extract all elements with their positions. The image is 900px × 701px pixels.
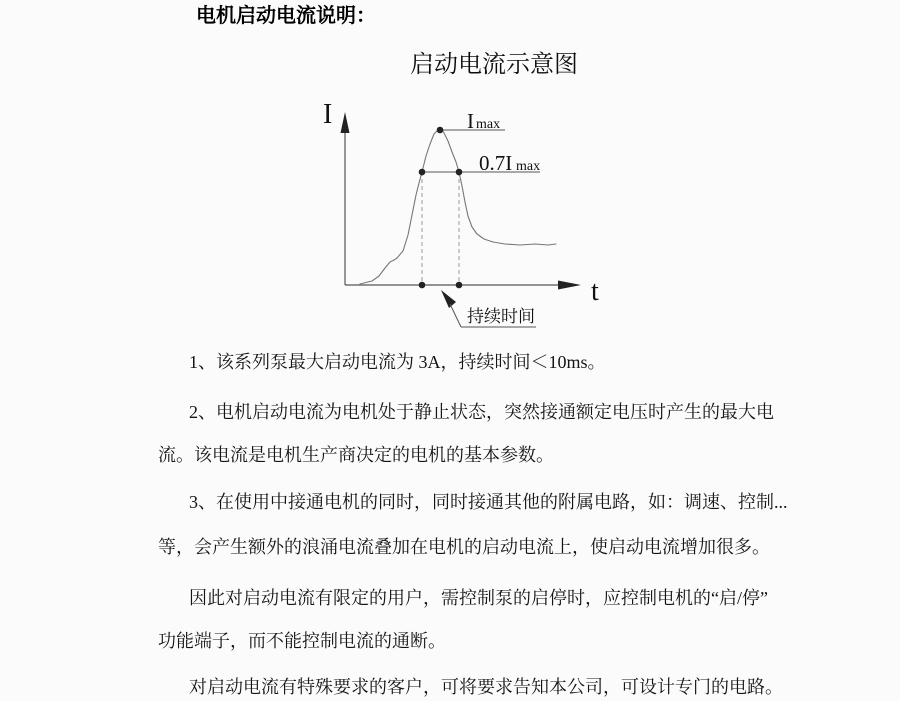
p07imax-label: 0.7I — [479, 151, 513, 175]
body-line: 2、电机启动电流为电机处于静止状态，突然接通额定电压时产生的最大电 — [189, 402, 774, 422]
peak-dot — [437, 127, 444, 134]
p07-right-dot — [456, 169, 463, 176]
x-axis-arrow-icon — [558, 281, 581, 290]
imax-label: I — [467, 109, 474, 133]
starting-current-diagram — [300, 90, 620, 340]
duration-leader-line — [450, 304, 461, 327]
current-curve — [360, 129, 556, 284]
p07imax-label-sub: max — [516, 159, 541, 174]
duration-arrow-icon — [441, 290, 456, 308]
body-line: 1、该系列泵最大启动电流为 3A，持续时间＜10ms。 — [189, 352, 606, 372]
y-axis-label: I — [323, 99, 333, 130]
body-line: 等，会产生额外的浪涌电流叠加在电机的启动电流上，使启动电流增加很多。 — [158, 537, 770, 557]
y-axis-arrow-icon — [341, 112, 350, 133]
body-line: 因此对启动电流有限定的用户，需控制泵的启停时，应控制电机的“启/停” — [189, 588, 768, 608]
x-axis-label: t — [591, 276, 599, 307]
imax-label-sub: max — [476, 117, 501, 132]
p07-left-dot — [419, 169, 426, 176]
axis-left-dot — [419, 282, 426, 289]
figure-title: 启动电流示意图 — [410, 52, 578, 78]
section-heading: 电机启动电流说明： — [196, 5, 376, 27]
axis-right-dot — [456, 282, 463, 289]
duration-label: 持续时间 — [467, 307, 535, 326]
body-line: 对启动电流有特殊要求的客户，可将要求告知本公司，可设计专门的电路。 — [189, 677, 783, 697]
body-line: 流。该电流是电机生产商决定的电机的基本参数。 — [158, 445, 554, 465]
body-line: 3、在使用中接通电机的同时，同时接通其他的附属电路，如：调速、控制... — [189, 492, 788, 512]
body-line: 功能端子，而不能控制电流的通断。 — [158, 631, 446, 651]
